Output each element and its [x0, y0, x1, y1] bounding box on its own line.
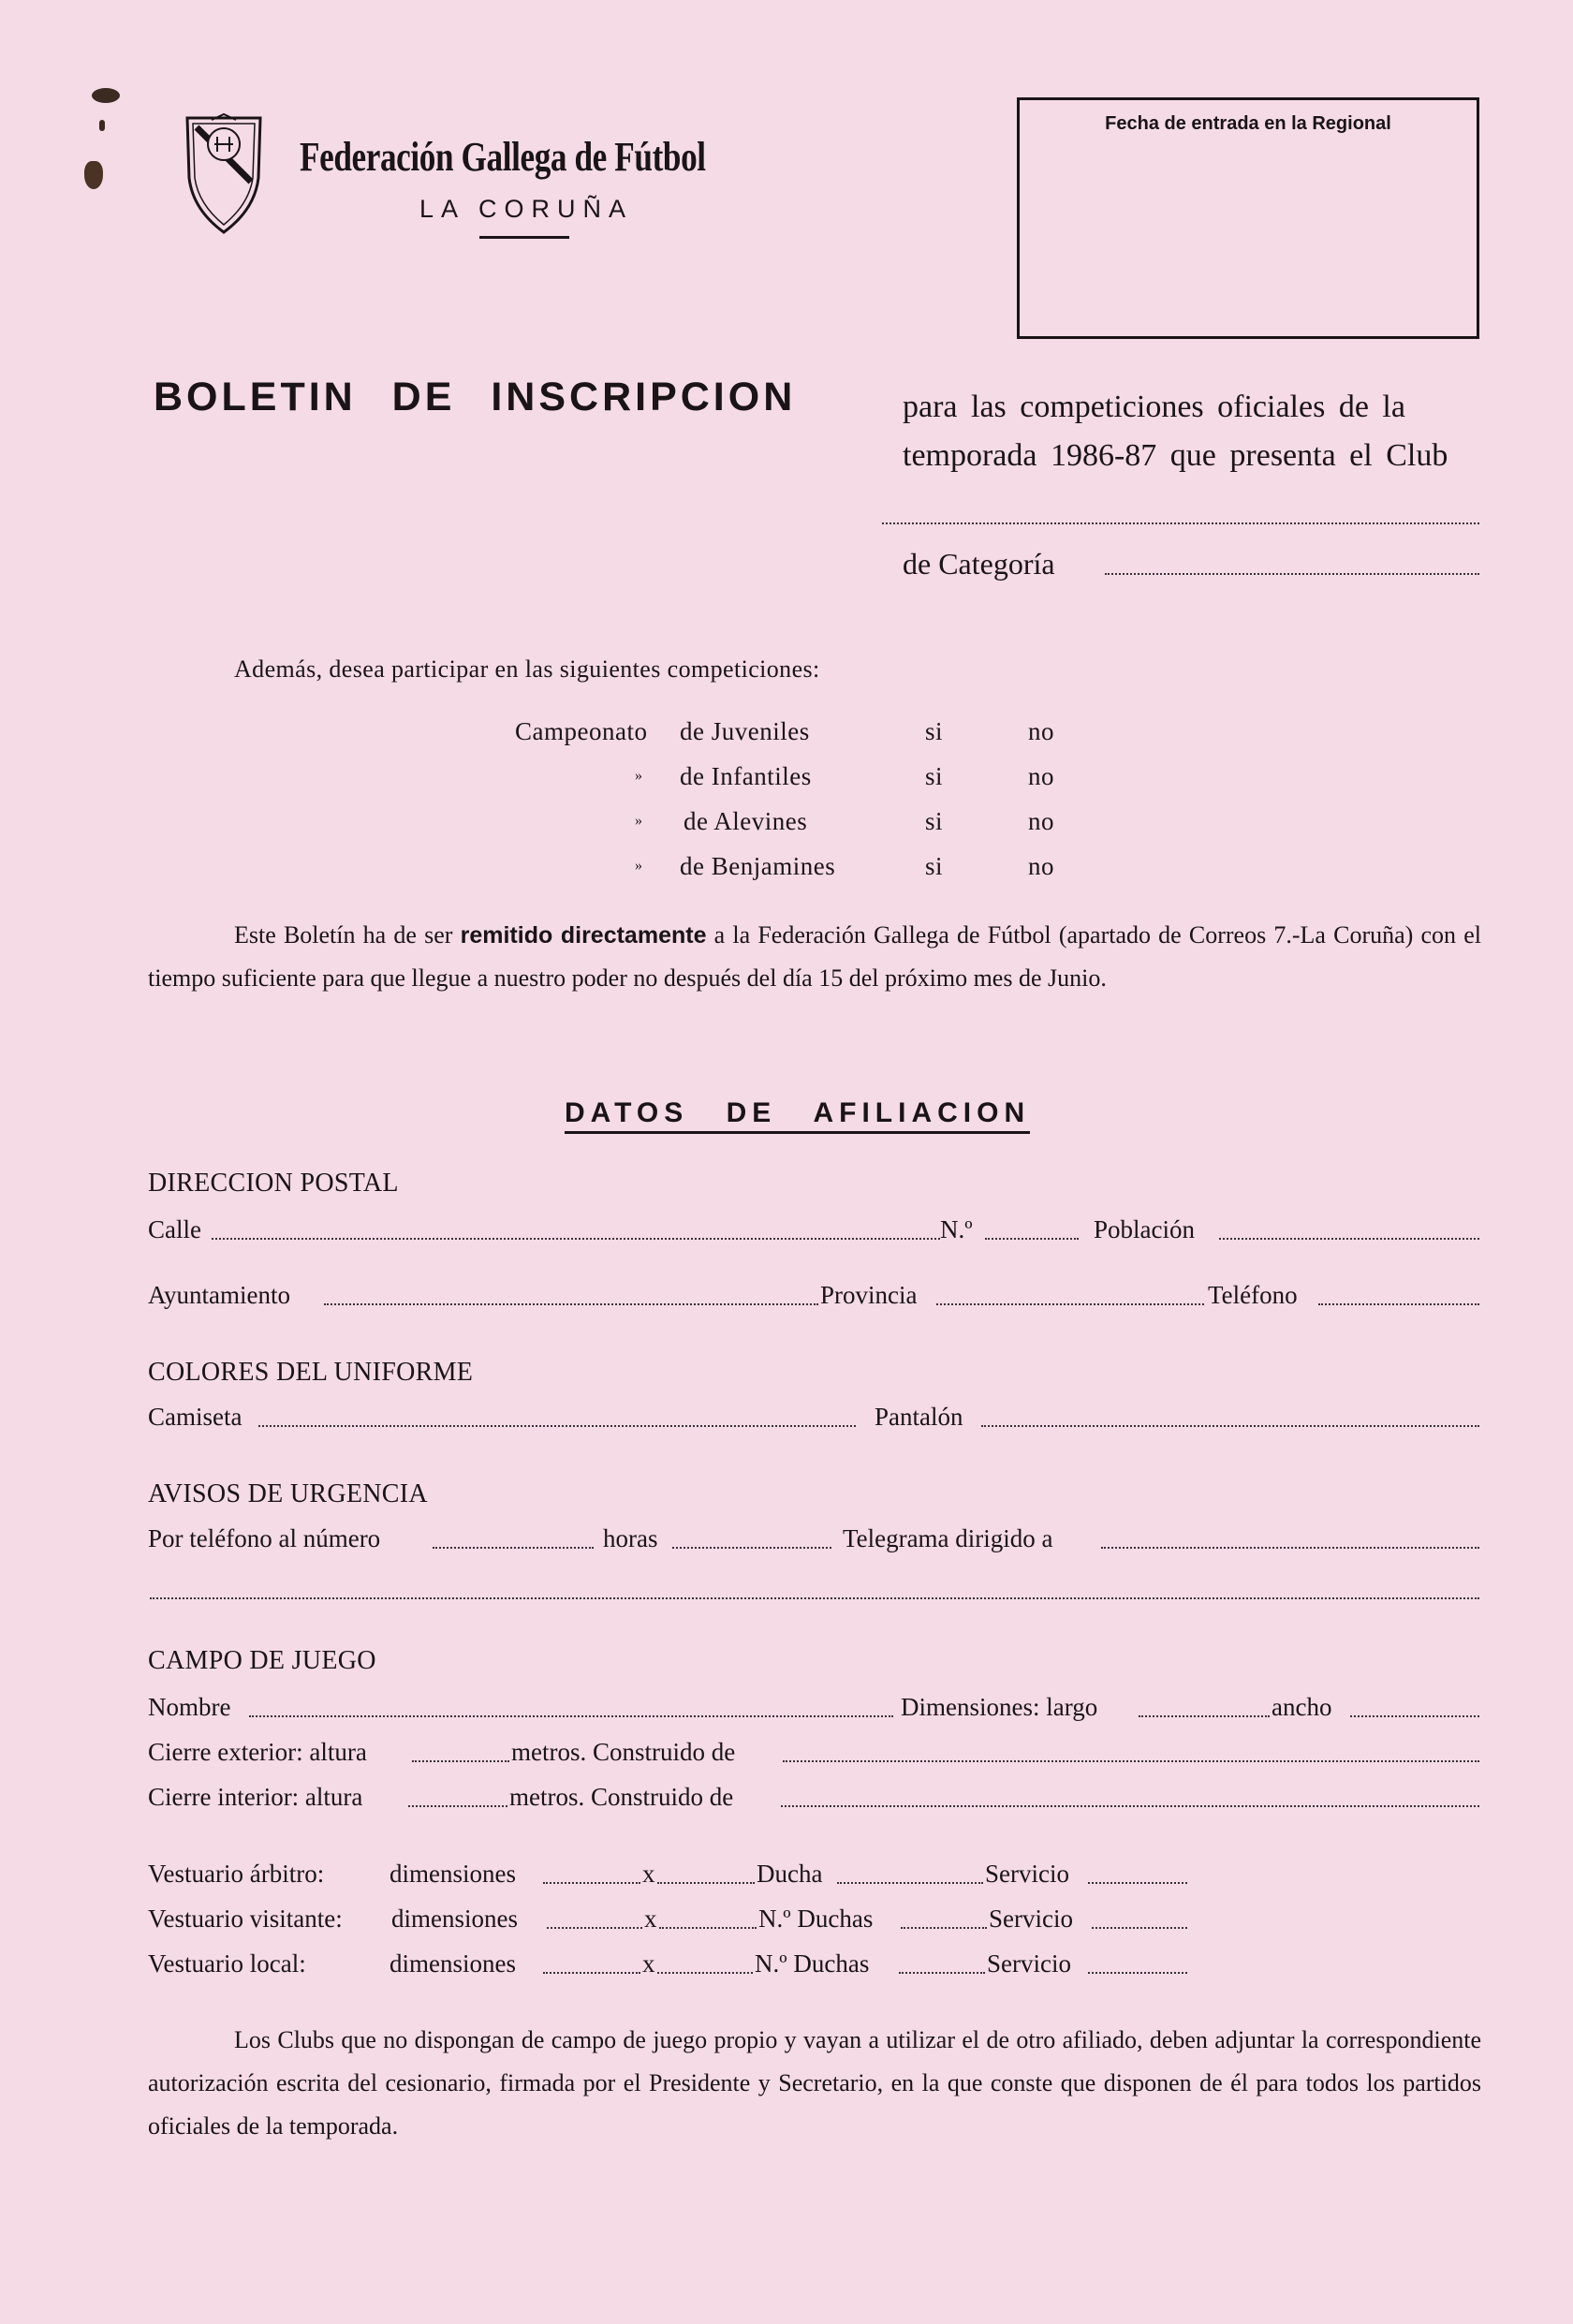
field-name-input[interactable]: [249, 1715, 893, 1717]
width-field[interactable]: [1350, 1715, 1479, 1717]
shirt-label: Camiseta: [148, 1403, 243, 1431]
visitor-room-label: Vestuario visitante:: [148, 1905, 343, 1933]
council-label: Ayuntamiento: [148, 1281, 290, 1309]
local-service-field[interactable]: [1088, 1972, 1187, 1974]
postal-heading: DIRECCION POSTAL: [148, 1169, 399, 1198]
category-label: de Categoría: [903, 547, 1055, 581]
number-label: N.º: [940, 1215, 973, 1243]
competition-name: de Benjamines: [680, 852, 836, 880]
competition-row: [0, 717, 1573, 755]
service-label: Servicio: [985, 1860, 1069, 1888]
competitions-intro: Además, desea participar en las siguientes competiciones:: [234, 655, 820, 683]
competition-no-option[interactable]: no: [1028, 717, 1054, 745]
times-label: x: [644, 1905, 657, 1933]
referee-dim-a-field[interactable]: [543, 1882, 640, 1884]
showers-no-label: N.º Duchas: [755, 1949, 870, 1978]
local-dim-a-field[interactable]: [543, 1972, 640, 1974]
ext-built-field[interactable]: [783, 1760, 1479, 1762]
length-label: Dimensiones: largo: [901, 1693, 1098, 1721]
urgent-phone-field[interactable]: [433, 1547, 594, 1549]
town-label: Población: [1094, 1215, 1195, 1243]
competition-name: de Alevines: [684, 807, 808, 835]
club-name-field[interactable]: [882, 522, 1479, 524]
competition-name: de Infantiles: [680, 762, 812, 790]
competition-prefix: Campeonato: [515, 717, 648, 745]
times-label: x: [642, 1949, 655, 1978]
category-field[interactable]: [1105, 573, 1479, 575]
phone-label: Teléfono: [1208, 1281, 1298, 1309]
dimensions-label: dimensiones: [390, 1949, 516, 1978]
street-field[interactable]: [212, 1238, 940, 1240]
int-fence-label: Cierre interior: altura: [148, 1783, 363, 1811]
referee-service-field[interactable]: [1088, 1882, 1187, 1884]
intro-line-1: para las competiciones oficiales de la: [903, 390, 1405, 424]
ext-fence-height-field[interactable]: [412, 1760, 509, 1762]
entry-date-label: Fecha de entrada en la Regional: [1105, 113, 1391, 134]
instructions-text: Este Boletín ha de ser: [234, 921, 461, 949]
competition-prefix: »: [635, 858, 643, 874]
competition-no-option[interactable]: no: [1028, 762, 1054, 790]
dimensions-label: dimensiones: [390, 1860, 516, 1888]
telegram-label: Telegrama dirigido a: [843, 1524, 1053, 1552]
shorts-field[interactable]: [981, 1425, 1479, 1427]
shower-label: Ducha: [757, 1860, 823, 1888]
telegram-field[interactable]: [1101, 1547, 1479, 1549]
service-label: Servicio: [989, 1905, 1073, 1933]
referee-dim-b-field[interactable]: [657, 1882, 755, 1884]
local-room-label: Vestuario local:: [148, 1949, 306, 1978]
closing-note: Los Clubs que no dispongan de campo de juego propio y vayan a utilizar el de otro afiliado, deben adjuntar la correspondiente autorización escrita del cesionario, firmada por el Presidente y Secretario, en la que conste que disponen de él para todos los partidos oficiales de la temporada.: [148, 2026, 1481, 2140]
urgent-phone-label: Por teléfono al número: [148, 1524, 381, 1552]
competition-yes-option[interactable]: si: [925, 762, 944, 790]
length-field[interactable]: [1139, 1715, 1270, 1717]
shorts-label: Pantalón: [875, 1403, 963, 1431]
competition-prefix: »: [635, 813, 643, 829]
competition-yes-option[interactable]: si: [925, 852, 944, 880]
affiliation-heading: DATOS DE AFILIACION: [565, 1097, 1030, 1134]
telegram-field-continued[interactable]: [150, 1597, 1479, 1599]
phone-field[interactable]: [1318, 1303, 1479, 1305]
visitor-dim-b-field[interactable]: [659, 1927, 757, 1929]
competition-row: [0, 852, 1573, 890]
ink-mark: [92, 88, 120, 103]
ext-fence-label: Cierre exterior: altura: [148, 1738, 367, 1766]
form-title: BOLETIN DE INSCRIPCION: [154, 375, 797, 419]
entry-date-box[interactable]: [1017, 97, 1479, 339]
competition-name: de Juveniles: [680, 717, 810, 745]
visitor-showers-field[interactable]: [901, 1927, 987, 1929]
street-label: Calle: [148, 1215, 201, 1243]
width-label: ancho: [1272, 1693, 1332, 1721]
colors-heading: COLORES DEL UNIFORME: [148, 1358, 474, 1387]
town-field[interactable]: [1219, 1238, 1479, 1240]
hours-field[interactable]: [672, 1547, 831, 1549]
int-built-label: metros. Construido de: [509, 1783, 734, 1811]
service-label: Servicio: [987, 1949, 1071, 1978]
federation-name: Federación Gallega de Fútbol: [300, 134, 706, 180]
province-label: Provincia: [820, 1281, 918, 1309]
urgent-heading: AVISOS DE URGENCIA: [148, 1479, 428, 1508]
ink-mark: [84, 161, 103, 189]
times-label: x: [642, 1860, 655, 1888]
visitor-service-field[interactable]: [1092, 1927, 1187, 1929]
int-built-field[interactable]: [781, 1805, 1479, 1807]
local-showers-field[interactable]: [899, 1972, 985, 1974]
number-field[interactable]: [985, 1238, 1079, 1240]
ink-mark: [99, 120, 105, 131]
instructions-bold: remitido directamente: [460, 922, 707, 949]
federation-crest-icon: [184, 112, 264, 241]
competition-yes-option[interactable]: si: [925, 717, 944, 745]
referee-shower-field[interactable]: [837, 1882, 983, 1884]
field-heading: CAMPO DE JUEGO: [148, 1646, 376, 1675]
federation-city: LA CORUÑA: [419, 195, 634, 223]
instructions-text: a la Federación Gallega de Fútbol (apartado de Correos 7.-La Coruña) con el tiempo suficiente para que llegue a nuestro poder no después del día 15 del próximo mes de Junio.: [148, 921, 1481, 992]
competition-no-option[interactable]: no: [1028, 852, 1054, 880]
hours-label: horas: [603, 1524, 658, 1552]
province-field[interactable]: [936, 1303, 1204, 1305]
ext-built-label: metros. Construido de: [511, 1738, 736, 1766]
int-fence-height-field[interactable]: [408, 1805, 507, 1807]
field-name-label: Nombre: [148, 1693, 231, 1721]
divider: [479, 236, 569, 239]
referee-room-label: Vestuario árbitro:: [148, 1860, 325, 1888]
competition-no-option[interactable]: no: [1028, 807, 1054, 835]
council-field[interactable]: [324, 1303, 818, 1305]
dimensions-label: dimensiones: [391, 1905, 518, 1933]
visitor-dim-a-field[interactable]: [547, 1927, 642, 1929]
competition-row: [0, 762, 1573, 800]
intro-line-2: temporada 1986-87 que presenta el Club: [903, 438, 1448, 473]
local-dim-b-field[interactable]: [657, 1972, 753, 1974]
showers-no-label: N.º Duchas: [758, 1905, 874, 1933]
competition-prefix: »: [635, 768, 643, 784]
competition-row: [0, 807, 1573, 845]
shirt-field[interactable]: [258, 1425, 856, 1427]
instructions-paragraph: [148, 914, 1481, 1000]
competition-yes-option[interactable]: si: [925, 807, 944, 835]
